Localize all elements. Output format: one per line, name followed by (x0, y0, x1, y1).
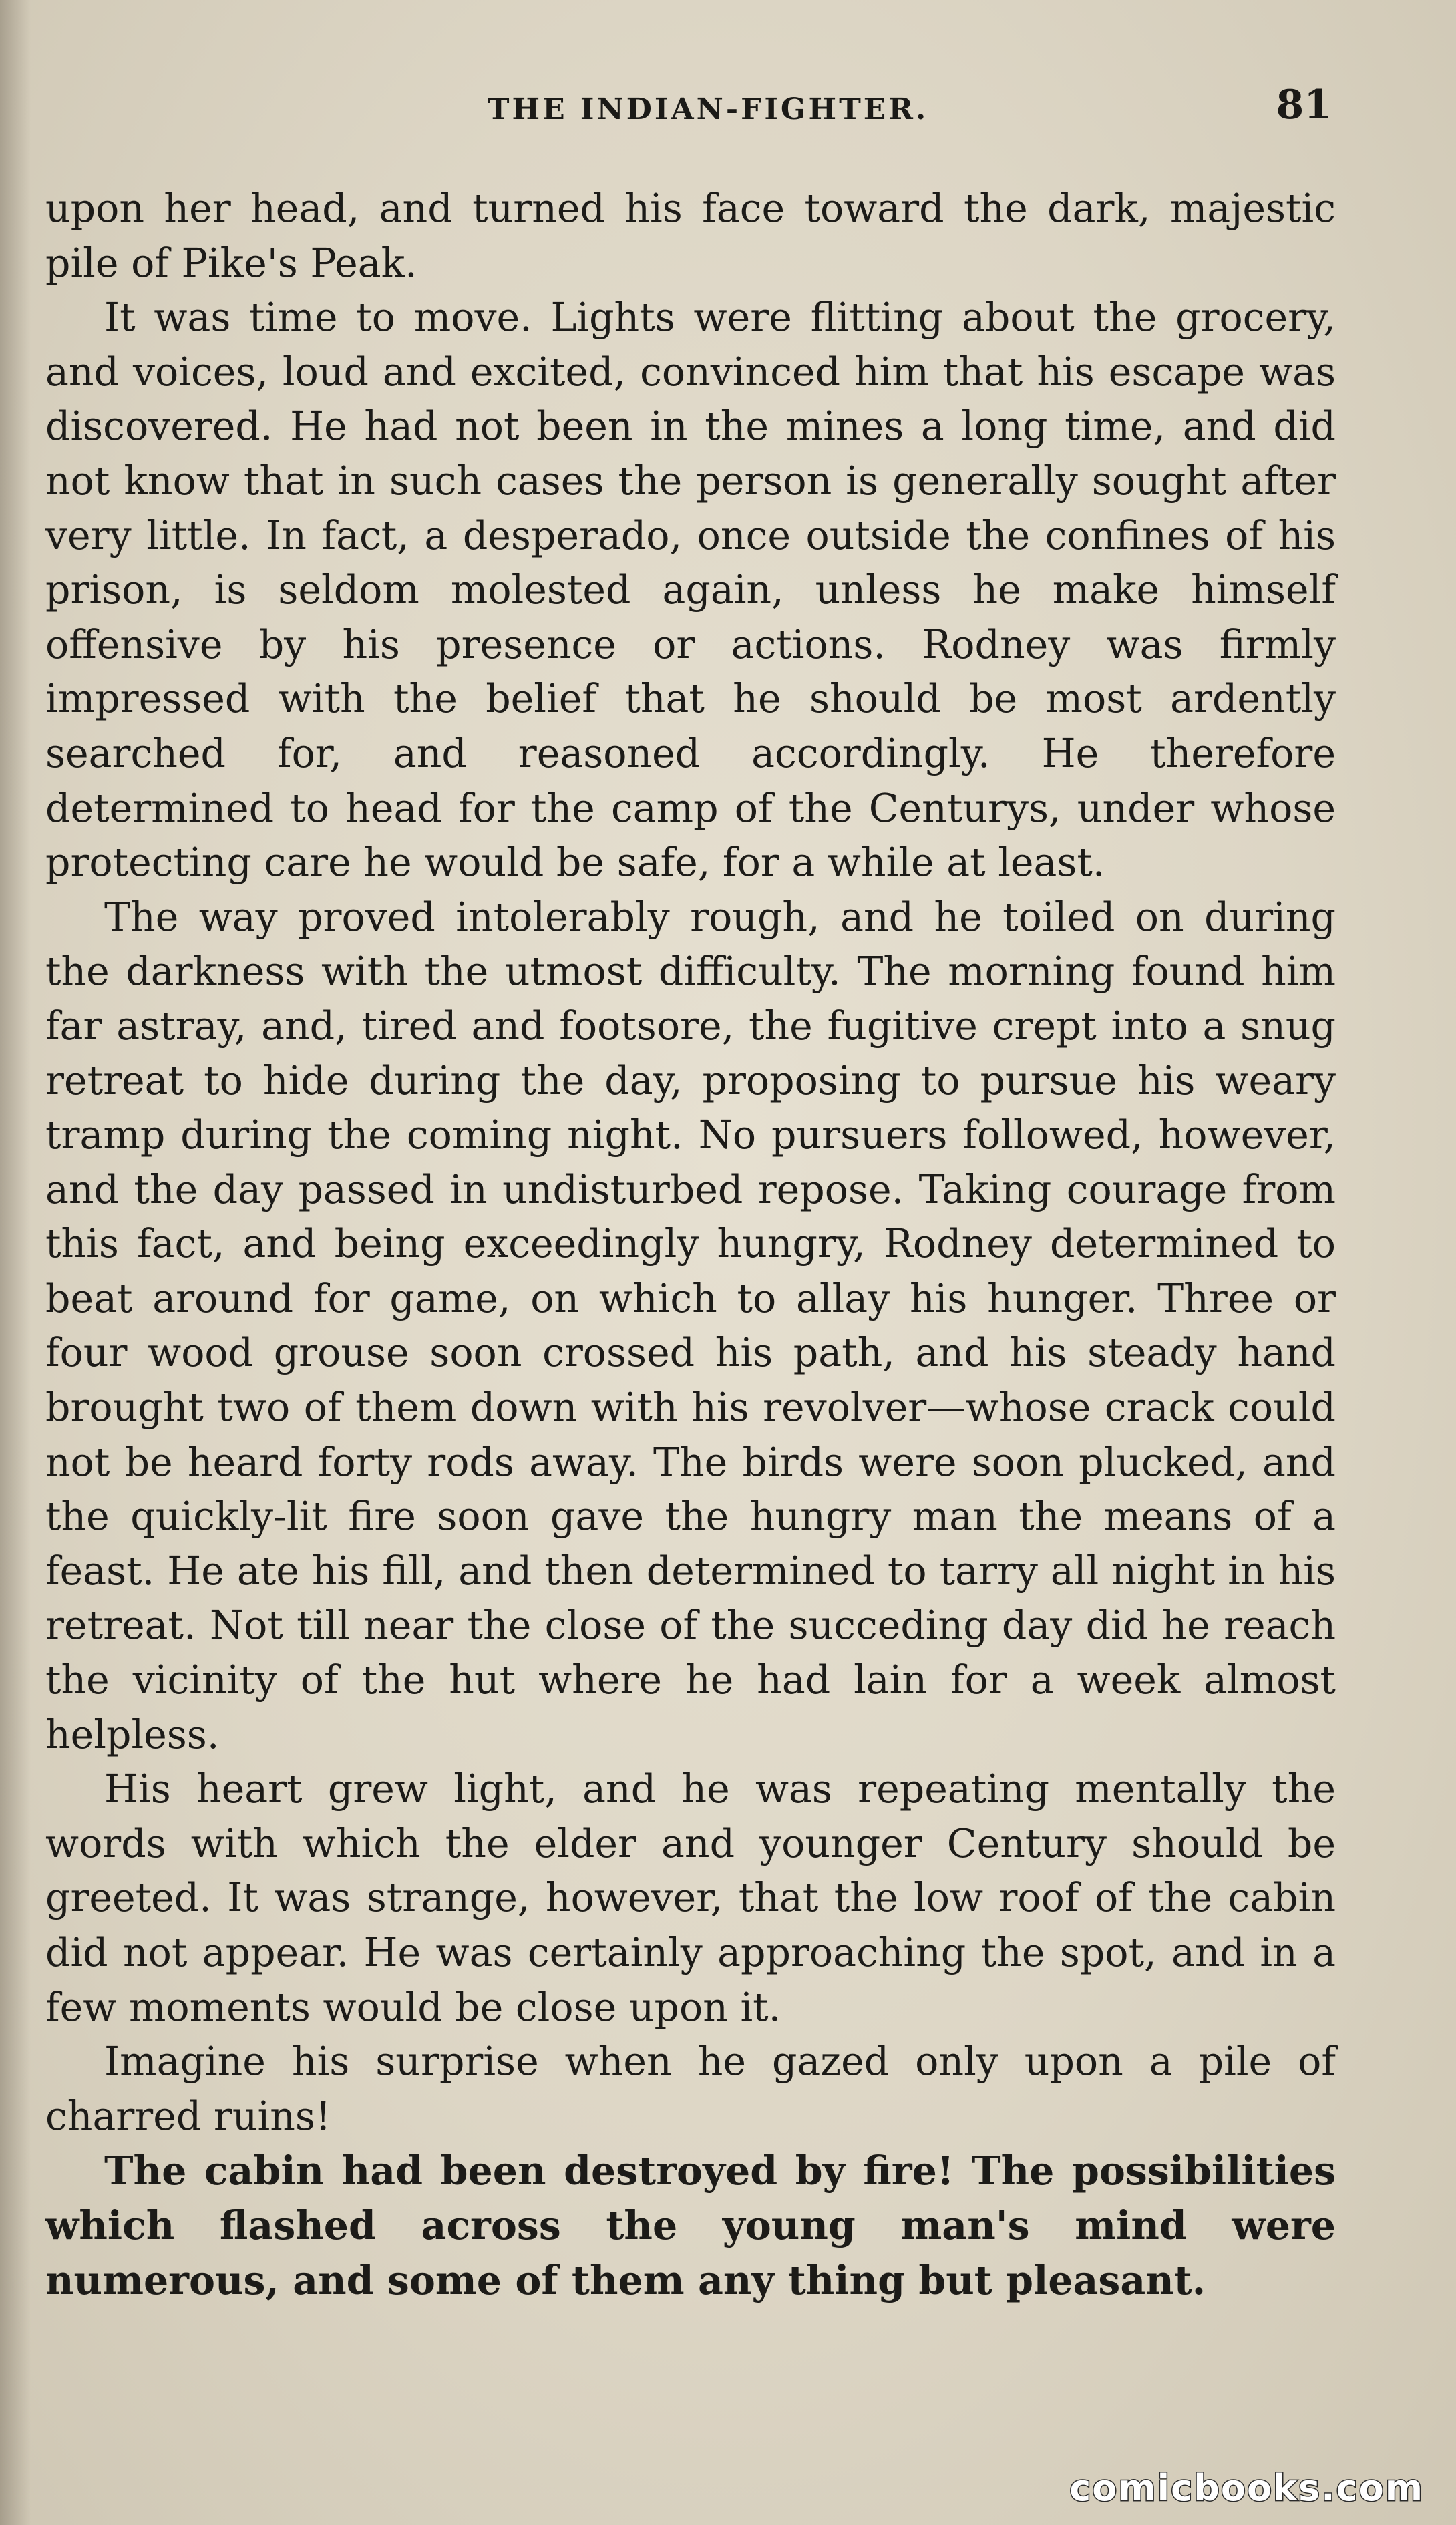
paragraph-5: Imagine his surprise when he gazed only upon a pile of charred ruins! (45, 2039, 1336, 2139)
paragraph-2: It was time to move. Lights were flitting about the grocery, and voices, loud and excited, convinced him that his escape was discovered. He had not been in the mines a long time, and did not know that in such cases the person is generally sought after very little. In fact, a desperado, once outside the confines of his prison, is seldom molested again, unless he make himself offensive by his presence or actions. Rodney was firmly impressed with the belief that he should be most ardently searched for, and reasoned accordingly. He therefore determined to head for the camp of the Centurys, under whose protecting care he would be safe, for a while at least. (45, 295, 1336, 886)
body-text (45, 182, 1336, 2307)
site-watermark: comicbooks.com (1069, 2467, 1424, 2509)
spine-shadow (0, 0, 31, 2525)
paragraph-3: The way proved intolerably rough, and he toiled on during the darkness with the utmost difficulty. The morning found him far astray, and, tired and footsore, the fugitive crept into a snug retreat to hide during the day, proposing to pursue his weary tramp during the coming night. No pursuers followed, however, and the day passed in undisturbed repose. Taking courage from this fact, and being exceedingly hungry, Rodney determined to beat around for game, on which to allay his hunger. Three or four wood grouse soon crossed his path, and his steady hand brought two of them down with his revolver—whose crack could not be heard forty rods away. The birds were soon plucked, and the quickly-lit fire soon gave the hungry man the means of a feast. He ate his fill, and then determined to tarry all night in his retreat. Not till near the close of the succeding day did he reach the vicinity of the hut where he had lain for a week almost helpless. (45, 894, 1336, 1757)
page-number: 81 (1276, 81, 1332, 128)
paragraph-6: The cabin had been destroyed by fire! The possibilities which flashed across the young man's mind were numerous, and some of them any thing but pleasant. (45, 2148, 1336, 2303)
running-head (0, 79, 1456, 139)
running-title: THE INDIAN-FIGHTER. (487, 92, 929, 126)
paragraph-4: His heart grew light, and he was repeating mentally the words with which the elder and younger Century should be greeted. It was strange, however, that the low roof of the cabin did not appear. He was certainly approaching the spot, and in a few moments would be close upon it. (45, 1766, 1336, 2030)
paragraph-1: upon her head, and turned his face toward the dark, majestic pile of Pike's Peak. (45, 186, 1336, 286)
